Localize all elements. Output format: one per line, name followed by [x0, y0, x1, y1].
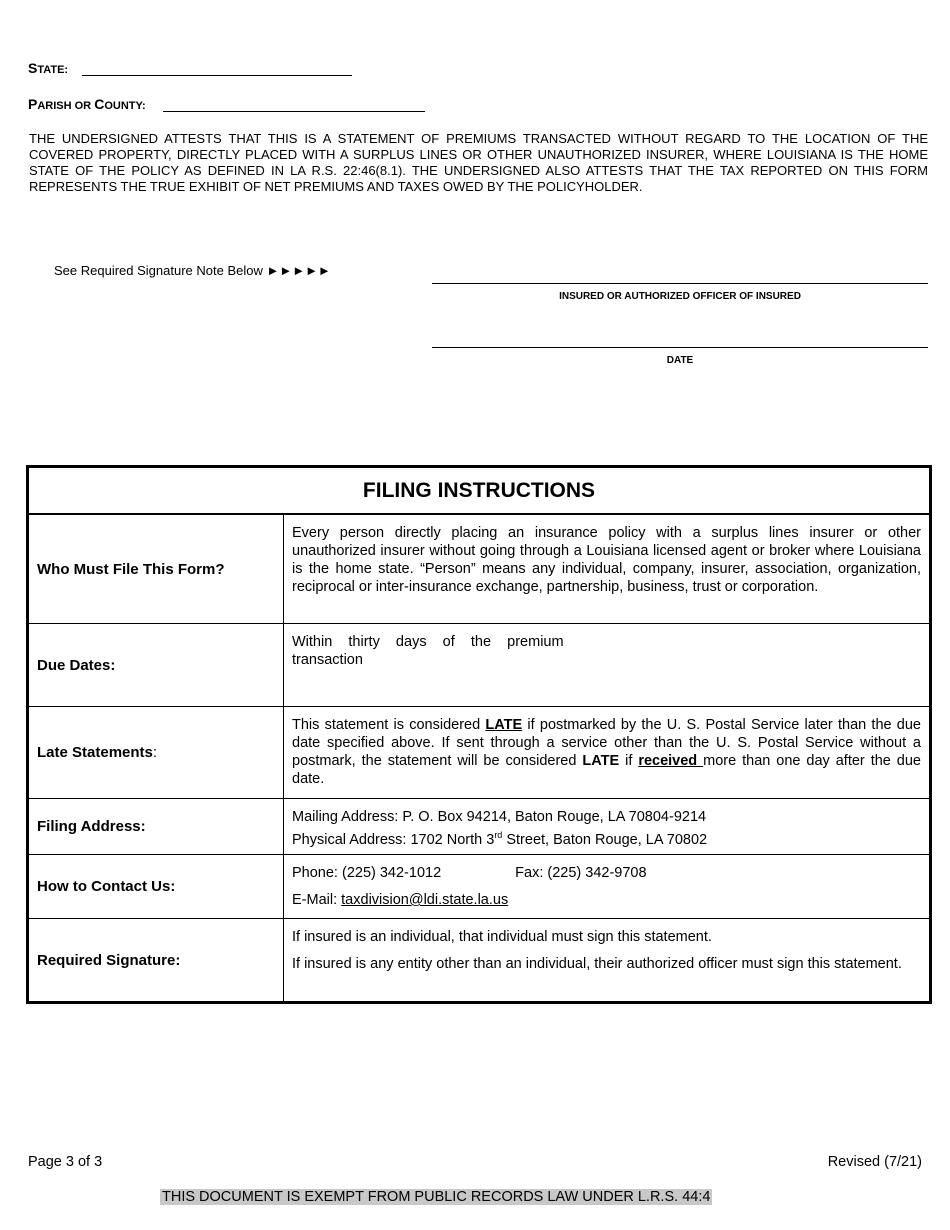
late-statements-label: Late Statements : [29, 707, 284, 798]
filing-address-label: Filing Address: [29, 799, 284, 854]
who-must-file-text: Every person directly placing an insurance policy with a surplus lines insurer or other unauthorized insurer without going through a Louisiana licensed agent or broker where Louisiana is the home state. “Person” means any individual, company, insurer, association, organization, reciprocal or inter-insurance exchange, partnership, business, trust or corporation. [292, 525, 921, 595]
received-emphasis: received [638, 753, 704, 769]
insured-signature-line[interactable] [432, 283, 928, 284]
who-must-file-label: Who Must File This Form? [29, 515, 284, 623]
filing-instructions-table [26, 465, 932, 1004]
contact-row [29, 855, 929, 919]
attestation-text: THE UNDERSIGNED ATTESTS THAT THIS IS A STATEMENT OF PREMIUMS TRANSACTED WITHOUT REGARD TO THE LOCATION OF THE COVERED PROPERTY, DIRECTLY PLACED WITH A SURPLUS LINES OR OTHER UNAUTHORIZED INSURER, WHERE LOUISIANA IS THE HOME STATE OF THE POLICY AS DEFINED IN LA R.S. 22:46(8.1). THE UNDERSIGNED ALSO ATTESTS THAT THE TAX REPORTED ON THIS FORM REPRESENTS THE TRUE EXHIBIT OF NET PREMIUMS AND TAXES OWED BY THE POLICYHOLDER. [29, 131, 928, 194]
state-label: STATE: [28, 60, 69, 76]
date-caption: DATE [666, 355, 694, 366]
due-dates-label: Due Dates: [29, 624, 284, 706]
parish-county-label: PARISH OR COUNTY: [28, 96, 146, 112]
date-signature-line[interactable] [432, 347, 928, 348]
filing-address-text [284, 799, 929, 854]
late-emphasis: LATE [485, 717, 523, 733]
public-records-exemption: THIS DOCUMENT IS EXEMPT FROM PUBLIC RECORDS LAW UNDER L.R.S. 44:4 [162, 1189, 711, 1205]
due-dates-text: Within thirty days of the premium transaction [292, 634, 564, 668]
signature-note: See Required Signature Note Below ►►►►► [54, 263, 331, 278]
filing-instructions-title: FILING INSTRUCTIONS [29, 468, 929, 515]
late-statements-row [29, 707, 929, 799]
fax-number: Fax: (225) 342-9708 [515, 865, 647, 881]
email-link[interactable]: taxdivision@ldi.state.la.us [341, 892, 509, 908]
phone-number: Phone: (225) 342-1012 [292, 865, 442, 881]
required-signature-label: Required Signature: [29, 919, 284, 1001]
required-signature-row [29, 919, 929, 1001]
required-signature-text: If insured is an individual, that individual must sign this statement. If insured is any entity other than an individual, their authorized officer must sign this statement. [292, 929, 902, 972]
mailing-address: Mailing Address: P. O. Box 94214, Baton Rouge, LA 70804-9214 [292, 809, 707, 825]
state-input-line[interactable] [82, 60, 352, 76]
page-number: Page 3 of 3 [28, 1154, 103, 1170]
physical-address: Physical Address: 1702 North 3rd Street, Baton Rouge, LA 70802 [292, 830, 708, 848]
contact-label: How to Contact Us: [29, 855, 284, 918]
contact-text: Phone: (225) 342-1012 Fax: (225) 342-9708 E-Mail: taxdivision@ldi.state.la.us [292, 865, 647, 908]
parish-county-input-line[interactable] [163, 96, 425, 112]
insured-signature-caption: INSURED OR AUTHORIZED OFFICER OF INSURED [559, 291, 801, 302]
due-dates-row [29, 624, 929, 707]
late-statements-text: This statement is considered LATE if postmarked by the U. S. Postal Service later than the due date specified above. If sent through a service other than the U. S. Postal Service without a postmark, the statement will be considered LATE if received more than one day after the due date. [292, 717, 922, 787]
filing-address-row [29, 799, 929, 855]
revised-date: Revised (7/21) [827, 1154, 922, 1170]
who-must-file-row [29, 515, 929, 624]
